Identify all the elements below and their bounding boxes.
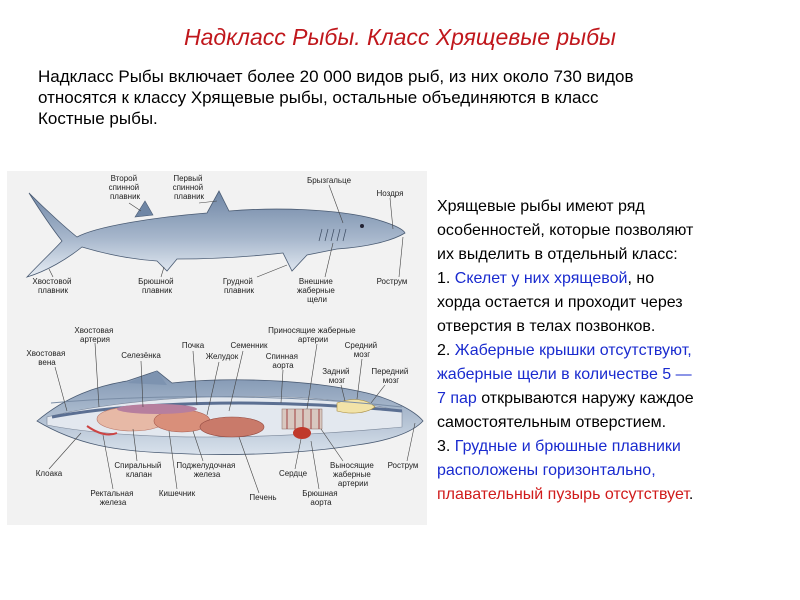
text-line: их выделить в отдельный класс: bbox=[437, 246, 678, 263]
label-dorsal-aorta: Спинная аорта bbox=[265, 352, 298, 370]
label-efferent-gill-arteries: Выносящие жаберные артерии bbox=[329, 461, 374, 488]
internal-shark bbox=[37, 371, 423, 455]
feature-3-line: 3. Грудные и брюшные плавники bbox=[437, 438, 681, 455]
label-caudal-vein: Хвостовая вена bbox=[26, 349, 66, 367]
label-intestine: Кишечник bbox=[158, 489, 196, 498]
label-midbrain: Средний мозг bbox=[344, 341, 378, 359]
label-external-gill-slits: Внешние жаберные щели bbox=[296, 277, 335, 304]
label-cloaca: Клоака bbox=[35, 469, 63, 478]
label-pancreas: Поджелудочная железа bbox=[176, 461, 236, 479]
label-rostrum-top: Рострум bbox=[376, 277, 408, 286]
label-pelvic-fin: Брюшной плавник bbox=[138, 277, 174, 295]
feature-2-line: 2. Жаберные крышки отсутствуют, bbox=[437, 342, 692, 359]
text-line: самостоятельным отверстием. bbox=[437, 414, 667, 431]
intro-paragraph bbox=[38, 66, 768, 129]
label-ventral-aorta: Брюшная аорта bbox=[302, 489, 338, 507]
intro-line: относятся к классу Хрящевые рыбы, остальные объединяются в класс bbox=[38, 88, 599, 107]
highlight-blue: 7 пар bbox=[437, 390, 477, 407]
highlight-blue: Грудные и брюшные плавники bbox=[454, 438, 681, 455]
label-kidney: Почка bbox=[181, 341, 205, 350]
text-line: Хрящевые рыбы имеют ряд bbox=[437, 198, 645, 215]
highlight-blue: Жаберные крышки отсутствуют, bbox=[454, 342, 692, 359]
label-stomach: Желудок bbox=[205, 352, 239, 361]
label-second-dorsal: Второй спинной плавник bbox=[108, 174, 141, 201]
label-afferent-gill-arteries: Приносящие жаберные артерии bbox=[268, 326, 356, 344]
text-line: хорда остается и проходит через bbox=[437, 294, 683, 311]
label-forebrain: Передний мозг bbox=[371, 367, 409, 385]
label-spiracle: Брызгальце bbox=[306, 176, 352, 185]
text-line: отверстия в телах позвонков. bbox=[437, 318, 656, 335]
label-hindbrain: Задний мозг bbox=[322, 367, 350, 385]
feature-3-line: расположены горизонтально, bbox=[437, 462, 656, 479]
page-title: Надкласс Рыбы. Класс Хрящевые рыбы bbox=[184, 24, 616, 50]
label-testis: Семенник bbox=[230, 341, 268, 350]
feature-1-line: 1. Скелет у них хрящевой, но bbox=[437, 270, 655, 287]
highlight-red: плавательный пузырь отсутствует bbox=[437, 486, 689, 503]
label-spleen: Селезёнка bbox=[121, 351, 161, 360]
shark-diagram bbox=[7, 171, 427, 525]
shark-anatomy-figure bbox=[7, 171, 427, 525]
label-rectal-gland: Ректальная железа bbox=[90, 489, 134, 507]
label-caudal-fin: Хвостовой плавник bbox=[32, 277, 72, 295]
label-first-dorsal: Первый спинной плавник bbox=[172, 174, 205, 201]
label-pectoral-fin: Грудной плавник bbox=[222, 277, 255, 295]
label-spiral-valve: Спиральный клапан bbox=[114, 461, 162, 479]
feature-2-line: 7 пар открываются наружу каждое bbox=[437, 390, 694, 407]
highlight-blue: Скелет у них хрящевой bbox=[454, 270, 628, 287]
external-shark bbox=[27, 191, 405, 277]
label-nostril: Ноздря bbox=[376, 189, 404, 198]
intro-line: Костные рыбы. bbox=[38, 109, 158, 128]
label-liver: Печень bbox=[249, 493, 277, 502]
intro-line: Надкласс Рыбы включает более 20 000 видов рыб, из них около 730 видов bbox=[38, 67, 634, 86]
label-rostrum-bottom: Рострум bbox=[387, 461, 419, 470]
text-line: особенностей, которые позволяют bbox=[437, 222, 694, 239]
label-heart: Сердце bbox=[278, 469, 308, 478]
features-paragraph bbox=[437, 195, 787, 507]
label-caudal-artery: Хвостовая артерия bbox=[74, 326, 114, 344]
feature-3-line: плавательный пузырь отсутствует. bbox=[437, 486, 694, 503]
feature-2-line: жаберные щели в количестве 5 — bbox=[437, 366, 692, 383]
